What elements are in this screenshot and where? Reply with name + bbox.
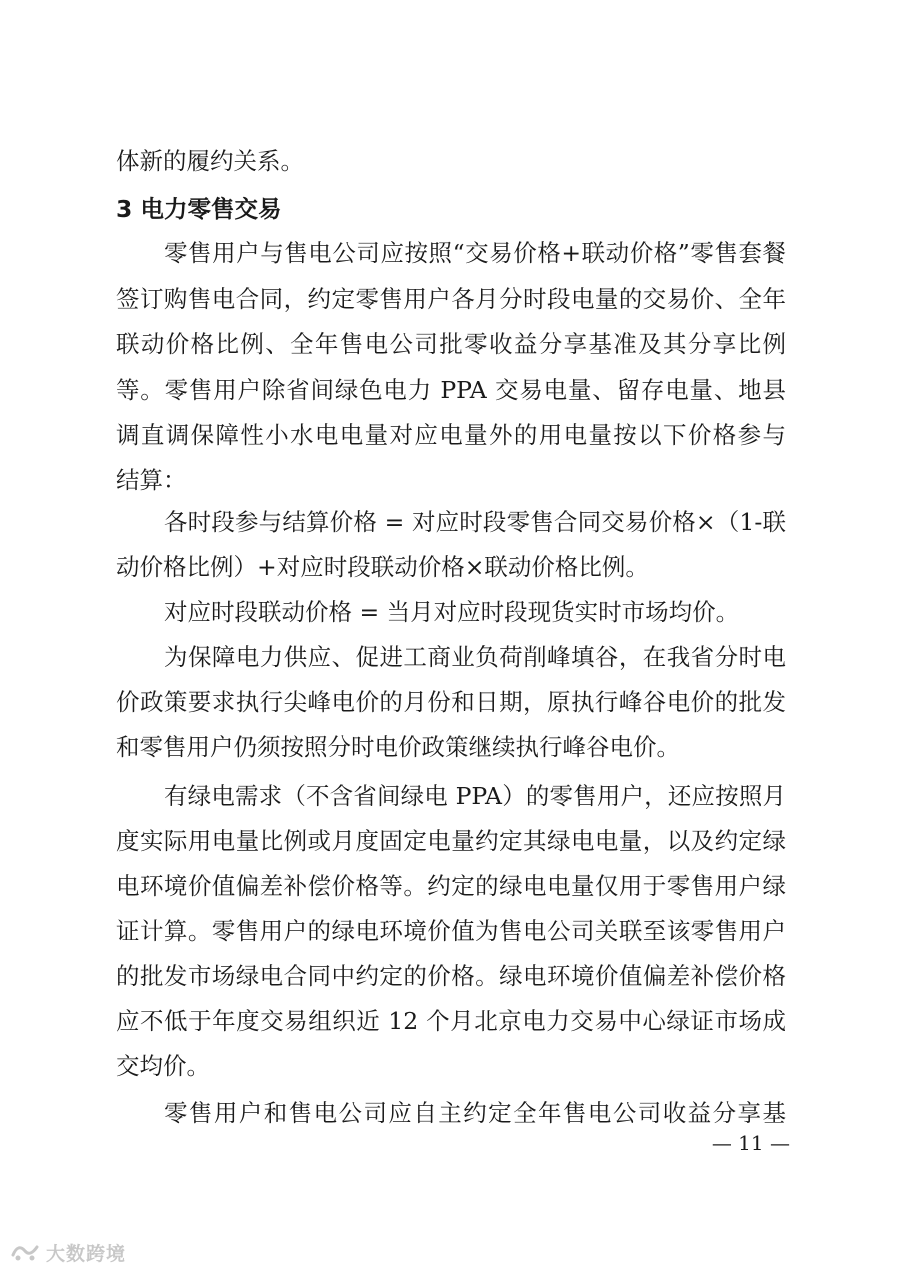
text-line: 和零售用户仍须按照分时电价政策继续执行峰谷电价。 [116, 733, 680, 761]
text-line: 等。零售用户除省间绿色电力 PPA 交易电量、留存电量、地县 [116, 376, 786, 404]
page-number: — 11 — [711, 1131, 790, 1155]
text-line: 证计算。零售用户的绿电环境价值为售电公司关联至该零售用户 [116, 917, 786, 945]
text-line: 零售用户与售电公司应按照“交易价格+联动价格”零售套餐 [164, 239, 786, 267]
watermark [10, 1237, 126, 1267]
formula-line: 对应时段联动价格 = 当月对应时段现货实时市场均价。 [164, 598, 740, 626]
text-line: 的批发市场绿电合同中约定的价格。绿电环境价值偏差补偿价格 [116, 962, 786, 990]
text-line: 为保障电力供应、促进工商业负荷削峰填谷，在我省分时电 [164, 643, 786, 671]
text-line: 结算： [116, 466, 187, 494]
section-heading: 3 电力零售交易 [116, 195, 282, 223]
text-line: 调直调保障性小水电电量对应电量外的用电量按以下价格参与 [116, 421, 786, 449]
watermark-text: 大数跨境 [46, 1242, 127, 1265]
text-line: 交均价。 [116, 1052, 210, 1080]
formula-line: 动价格比例）+对应时段联动价格×联动价格比例。 [116, 553, 649, 581]
text-line: 联动价格比例、全年售电公司批零收益分享基准及其分享比例 [116, 330, 786, 358]
text-line: 零售用户和售电公司应自主约定全年售电公司收益分享基 [164, 1099, 786, 1127]
text-line: 体新的履约关系。 [116, 147, 304, 175]
text-line: 电环境价值偏差补偿价格等。约定的绿电电量仅用于零售用户绿 [116, 872, 786, 900]
text-line: 价政策要求执行尖峰电价的月份和日期，原执行峰谷电价的批发 [116, 688, 786, 716]
text-line: 度实际用电量比例或月度固定电量约定其绿电电量，以及约定绿 [116, 827, 786, 855]
text-line: 签订购售电合同，约定零售用户各月分时段电量的交易价、全年 [116, 285, 786, 313]
text-line: 有绿电需求（不含省间绿电 PPA）的零售用户，还应按照月 [164, 782, 786, 810]
formula-line: 各时段参与结算价格 = 对应时段零售合同交易价格×（1-联 [164, 508, 786, 536]
text-line: 应不低于年度交易组织近 12 个月北京电力交易中心绿证市场成 [116, 1007, 786, 1035]
logo-mark-icon [10, 1241, 40, 1263]
